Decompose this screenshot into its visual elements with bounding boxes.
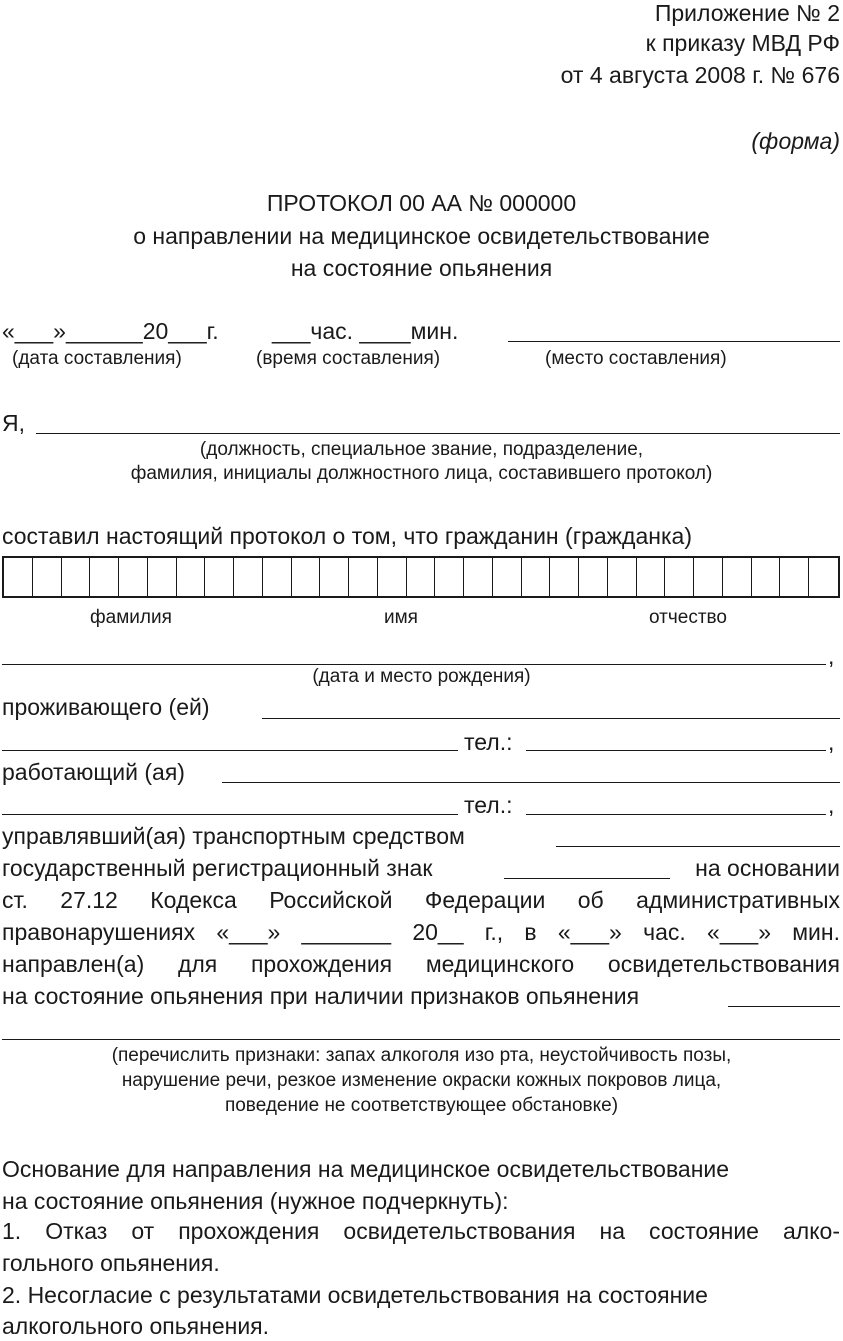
residing-label: проживающего (ей) (2, 694, 210, 720)
signs-caption-1: (перечислить признаки: запах алкоголя изо рта, неустойчивость позы, (111, 1045, 732, 1066)
paragraph-line-5: на состояние опьянения при наличии признаков опьянения (2, 983, 640, 1009)
annex-date: от 4 августа 2008 г. № 676 (560, 62, 840, 88)
tel-label-2: тел.: (464, 792, 513, 818)
plate-label: государственный регистрационный знак (2, 855, 433, 881)
annex-order: к приказу МВД РФ (645, 30, 840, 56)
signs-field[interactable] (728, 1006, 840, 1007)
date-caption: (дата составления) (12, 348, 182, 369)
paragraph-line-4: направлен(а) для прохождения медицинского освидетельствования (2, 951, 840, 977)
name-caption: имя (384, 607, 418, 628)
time-caption: (время составления) (256, 348, 441, 369)
tel-field-2[interactable] (526, 814, 826, 815)
basis-heading-2: на состояние опьянения (нужное подчеркнуть): (2, 1188, 509, 1214)
basis-item-2[interactable]: 2. Несогласие с результатами освидетельствования на состояние (2, 1282, 708, 1308)
officer-label: Я, (2, 410, 25, 436)
protocol-subtitle-2: на состояние опьянения (290, 255, 553, 281)
paragraph-line-2: ст. 27.12 Кодекса Российской Федерации об административных (2, 887, 840, 913)
vehicle-field[interactable] (556, 846, 840, 847)
vehicle-label: управлявший(ая) транспортным средством (2, 823, 465, 849)
annex-number: Приложение № 2 (654, 0, 840, 26)
tel-field-1[interactable] (526, 750, 826, 751)
basis-item-1[interactable]: 1. Отказ от прохождения освидетельствования на состояние алко- (2, 1218, 840, 1244)
working-field[interactable] (222, 782, 840, 783)
residing-field[interactable] (262, 718, 840, 719)
form-mark: (форма) (751, 128, 840, 154)
place-caption: (место составления) (545, 348, 727, 369)
birth-caption: (дата и место рождения) (312, 666, 531, 687)
name-letter-grid[interactable] (2, 556, 840, 598)
tel-label-1: тел.: (464, 729, 513, 755)
comma-1: , (828, 729, 835, 755)
signs-caption-3: поведение не соответствующее обстановке) (224, 1095, 619, 1116)
surname-caption: фамилия (90, 607, 172, 628)
protocol-subtitle: о направлении на медицинское освидетельствование (133, 223, 710, 249)
protocol-title: ПРОТОКОЛ 00 АА № 000000 (266, 190, 577, 216)
birth-comma: , (828, 643, 835, 669)
residing-field-2[interactable] (2, 750, 458, 751)
officer-field[interactable] (36, 433, 840, 434)
signs-caption-2: нарушение речи, резкое изменение окраски кожных покровов лица, (121, 1070, 722, 1091)
officer-caption-2: фамилия, инициалы должностного лица, составившего протокол) (130, 463, 713, 484)
officer-caption-1: (должность, специальное звание, подразделение, (199, 439, 644, 460)
paragraph-line-3: правонарушениях «___» _______ 20__ г., в «___» час. «___» мин. (2, 919, 840, 945)
plate-field[interactable] (504, 878, 670, 879)
basis-label: на основании (695, 855, 840, 881)
working-field-2[interactable] (2, 814, 458, 815)
date-field[interactable]: «___»______20___г. (2, 318, 219, 344)
signs-field-2[interactable] (2, 1039, 840, 1040)
place-field[interactable] (508, 341, 840, 342)
citizen-intro: составил настоящий протокол о том, что гражданин (гражданка) (2, 523, 692, 549)
basis-item-1-cont[interactable]: гольного опьянения. (2, 1250, 220, 1276)
comma-2: , (828, 792, 835, 818)
basis-heading-1: Основание для направления на медицинское освидетельствование (2, 1156, 730, 1182)
patronymic-caption: отчество (649, 607, 727, 628)
basis-item-2-cont[interactable]: алкогольного опьянения. (2, 1313, 270, 1339)
time-field[interactable]: ___час. ____мин. (272, 318, 459, 344)
working-label: работающий (ая) (2, 759, 185, 785)
